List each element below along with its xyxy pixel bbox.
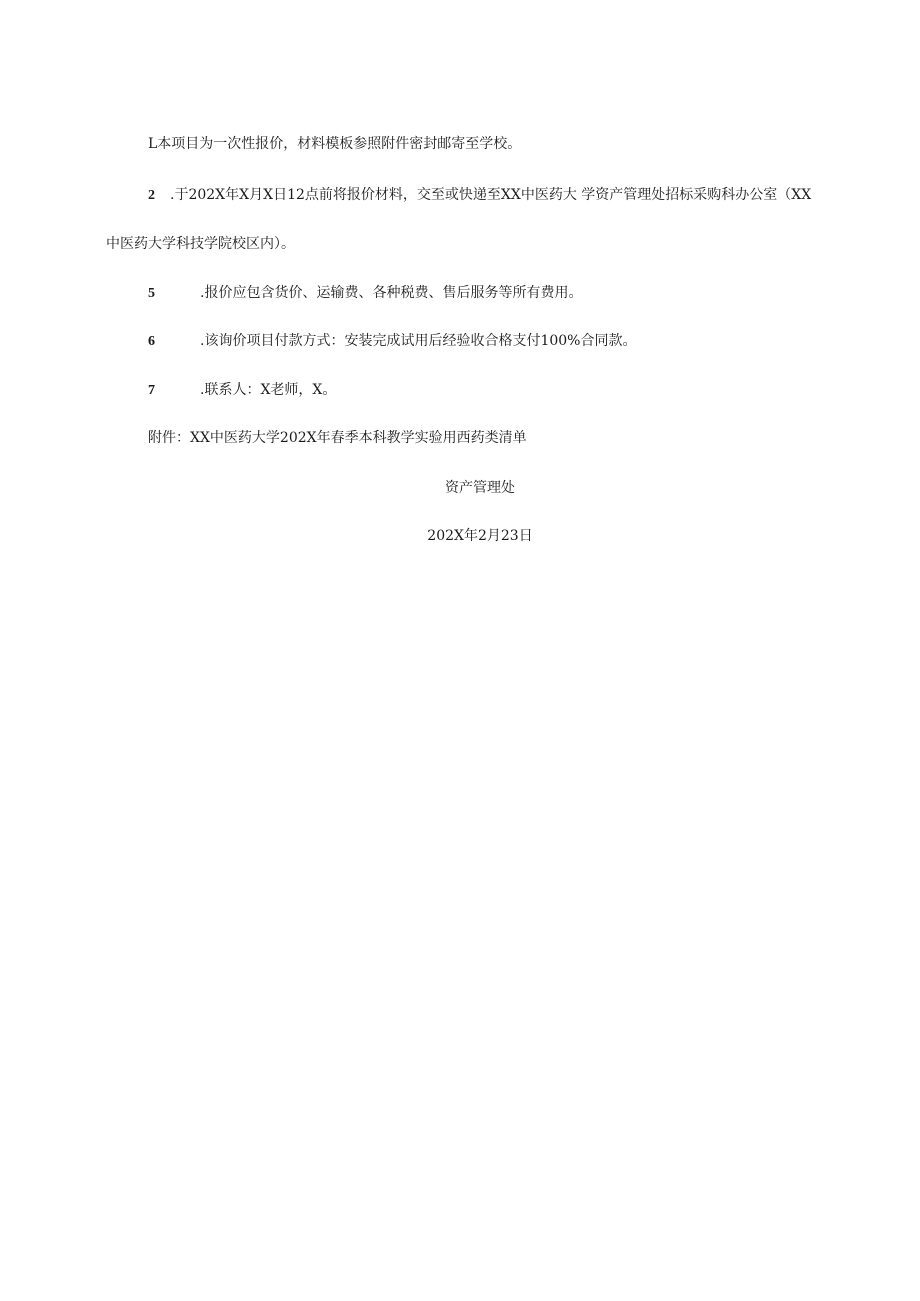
item-2-continued-text: 中医药大学科技学院校区内）。	[106, 236, 295, 252]
item-7-text: .联系人：X老师，X。	[200, 382, 337, 398]
item-1	[148, 134, 521, 154]
item-7	[148, 380, 336, 401]
item-5-number: 5	[148, 286, 155, 301]
signature-department: 资产管理处	[445, 480, 515, 496]
item-7-number: 7	[148, 383, 155, 398]
signature-date: 202X年2月23日	[427, 528, 533, 544]
item-6-text: .该询价项目付款方式：安装完成试用后经验收合格支付100%合同款。	[200, 333, 637, 349]
item-6	[148, 331, 636, 352]
item-5	[148, 283, 582, 304]
item-2-text: .于202X年X月X日12点前将报价材料，交至或快递至XX中医药大 学资产管理处招标采购科办公室（XX	[170, 187, 812, 203]
item-5-text: .报价应包含货价、运输费、各种税费、售后服务等所有费用。	[200, 285, 583, 301]
item-2-number: 2	[148, 188, 155, 203]
item-6-number: 6	[148, 334, 155, 349]
attachment-line: 附件：XX中医药大学202X年春季本科教学实验用西药类清单	[148, 430, 527, 446]
item-2-continued	[106, 234, 295, 254]
item-2	[148, 185, 811, 206]
item-1-text: L本项目为一次性报价，材料模板参照附件密封邮寄至学校。	[148, 136, 522, 152]
